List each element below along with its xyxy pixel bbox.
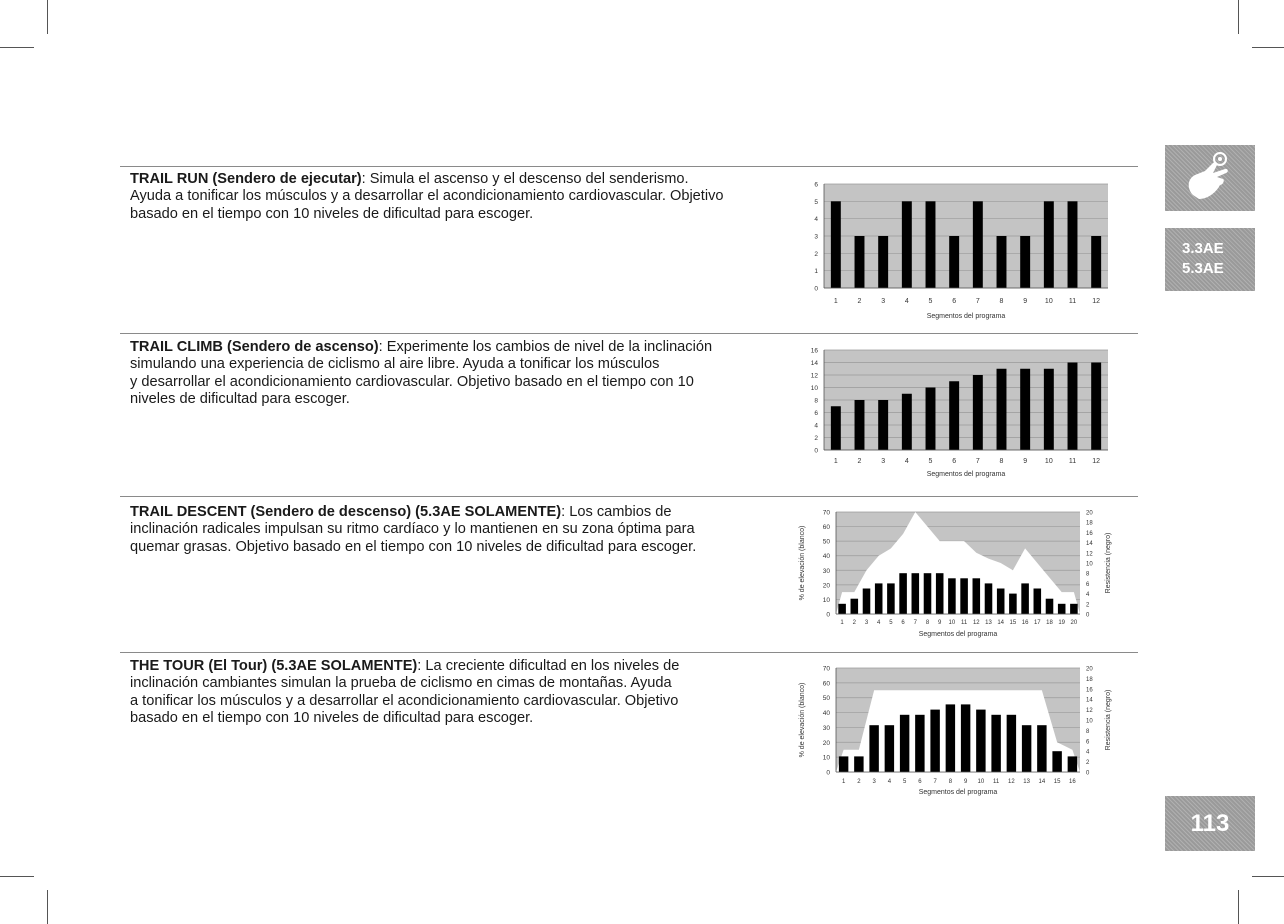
x-tick-label: 7 xyxy=(975,458,980,465)
y-axis-label: % de elevación (blanco) xyxy=(799,682,806,758)
y-tick-label: 2 xyxy=(814,435,818,442)
bar xyxy=(885,725,894,772)
section-divider xyxy=(120,652,1138,653)
program-title: TRAIL DESCENT (Sendero de descenso) (5.3AE SOLAMENTE) xyxy=(130,504,562,520)
x-tick-label: 10 xyxy=(977,779,985,785)
x-tick-label: 5 xyxy=(889,620,893,626)
y2-tick-label: 0 xyxy=(1086,770,1090,777)
bar xyxy=(930,710,939,772)
x-tick-label: 12 xyxy=(1092,458,1101,465)
model-tab xyxy=(1165,228,1255,291)
page-number: 113 xyxy=(1165,796,1255,851)
bar xyxy=(997,589,1005,615)
program-title: TRAIL RUN (Sendero de ejecutar) xyxy=(130,171,362,187)
x-tick-label: 5 xyxy=(928,458,933,465)
bar xyxy=(855,236,865,288)
bar xyxy=(973,375,983,450)
x-tick-label: 7 xyxy=(933,779,937,785)
x-tick-label: 8 xyxy=(925,620,930,626)
bar xyxy=(985,583,993,614)
bar xyxy=(973,578,981,614)
y2-tick-label: 0 xyxy=(1086,612,1090,619)
bar xyxy=(1091,236,1101,288)
bar xyxy=(1068,756,1077,772)
profile-chart xyxy=(800,342,1120,484)
x-tick-label: 3 xyxy=(864,620,869,626)
y-tick-label: 6 xyxy=(814,181,818,189)
x-tick-label: 10 xyxy=(1044,298,1053,305)
x-axis-label: Segmentos del programa xyxy=(918,631,998,638)
bar xyxy=(949,381,959,450)
x-tick-label: 12 xyxy=(1008,779,1015,785)
x-tick-label: 15 xyxy=(1009,620,1017,626)
bar xyxy=(839,756,848,772)
y2-tick-label: 20 xyxy=(1086,666,1093,673)
y-tick-label: 16 xyxy=(810,347,818,355)
y-tick-label: 70 xyxy=(822,509,830,517)
x-tick-label: 2 xyxy=(857,779,861,785)
program-description-trail-run xyxy=(130,171,790,223)
bar xyxy=(926,388,936,451)
x-tick-label: 11 xyxy=(1068,458,1077,465)
bar xyxy=(887,583,895,614)
x-tick-label: 3 xyxy=(881,298,886,305)
bar xyxy=(976,710,985,772)
program-body: : Simula el ascenso y el descenso del senderismo. Ayuda a tonificar los músculos y a desarrollar el acondicionamiento cardiovascular. Objetivo basado en el tiempo con 10 niveles de dificultad para escoger. xyxy=(130,171,724,222)
bar xyxy=(875,583,883,614)
x-tick-label: 7 xyxy=(975,298,980,305)
bar xyxy=(854,756,863,772)
section-divider xyxy=(120,333,1138,334)
bar xyxy=(1068,363,1078,451)
crop-mark xyxy=(1252,876,1284,877)
bar xyxy=(926,201,936,288)
bar xyxy=(1037,725,1046,772)
bar xyxy=(863,589,871,615)
y-tick-label: 4 xyxy=(814,216,818,224)
y-tick-label: 50 xyxy=(822,538,830,546)
chart-trail-climb xyxy=(800,342,1120,484)
touch-hand-icon xyxy=(1165,145,1255,211)
y-tick-label: 10 xyxy=(822,754,830,762)
chart-the-tour xyxy=(790,660,1130,796)
x-tick-label: 18 xyxy=(1046,620,1053,626)
x-tick-label: 4 xyxy=(877,620,881,626)
chart-trail-descent xyxy=(790,504,1130,640)
y2-tick-label: 10 xyxy=(1086,561,1093,568)
bar xyxy=(1020,236,1030,288)
chart-trail-run xyxy=(800,176,1120,326)
bar xyxy=(831,406,841,450)
y2-tick-label: 6 xyxy=(1086,739,1090,746)
bar xyxy=(900,715,909,772)
x-tick-label: 5 xyxy=(928,298,933,305)
section-divider xyxy=(120,166,1138,167)
x-tick-label: 10 xyxy=(1044,458,1053,465)
bar xyxy=(991,715,1000,772)
y2-axis-label: Resistencia (negro) xyxy=(1105,689,1112,751)
y-tick-label: 30 xyxy=(822,724,830,732)
x-tick-label: 11 xyxy=(1068,298,1077,305)
x-tick-label: 14 xyxy=(997,620,1005,626)
program-description-trail-climb xyxy=(130,339,790,409)
x-tick-label: 15 xyxy=(1053,779,1061,785)
x-tick-label: 14 xyxy=(1038,779,1046,785)
x-tick-label: 19 xyxy=(1058,620,1066,626)
program-description-the-tour xyxy=(130,658,790,728)
section-divider xyxy=(120,496,1138,497)
x-tick-label: 6 xyxy=(952,298,957,305)
bar xyxy=(902,394,912,450)
y2-tick-label: 8 xyxy=(1086,571,1090,578)
x-axis-label: Segmentos del programa xyxy=(918,789,998,796)
y2-tick-label: 6 xyxy=(1086,581,1090,588)
x-tick-label: 2 xyxy=(852,620,856,626)
bar xyxy=(960,578,968,614)
y-tick-label: 5 xyxy=(814,198,818,206)
bar xyxy=(1070,604,1078,614)
bar xyxy=(1020,369,1030,450)
y-tick-label: 0 xyxy=(826,769,830,777)
y2-tick-label: 18 xyxy=(1086,676,1093,683)
bar xyxy=(949,236,959,288)
y-tick-label: 0 xyxy=(826,611,830,619)
y2-tick-label: 14 xyxy=(1086,697,1093,704)
bar xyxy=(869,725,878,772)
y-axis-label: % de elevación (blanco) xyxy=(799,525,806,601)
y2-tick-label: 12 xyxy=(1086,551,1093,558)
crop-mark xyxy=(1238,890,1239,924)
y2-tick-label: 10 xyxy=(1086,718,1093,725)
y2-tick-label: 2 xyxy=(1086,760,1090,767)
bar xyxy=(1068,201,1078,288)
x-tick-label: 9 xyxy=(963,779,968,785)
y2-tick-label: 4 xyxy=(1086,592,1090,599)
bar xyxy=(1034,589,1042,615)
bar xyxy=(878,236,888,288)
x-tick-label: 6 xyxy=(918,779,922,785)
y-tick-label: 0 xyxy=(814,447,818,455)
y-tick-label: 60 xyxy=(822,680,830,688)
crop-mark xyxy=(1252,47,1284,48)
y-tick-label: 20 xyxy=(822,582,830,590)
x-tick-label: 1 xyxy=(840,620,844,626)
x-tick-label: 16 xyxy=(1069,779,1076,785)
y-tick-label: 12 xyxy=(810,372,818,380)
program-title: TRAIL CLIMB (Sendero de ascenso) xyxy=(130,339,379,355)
program-description-trail-descent xyxy=(130,504,790,556)
program-body: : Experimente los cambios de nivel de la inclinación simulando una experiencia de ciclismo al aire libre. Ayuda a tonificar los músculos y desarrollar el acondicionamiento cardiovascular. Objetivo basado en el tiempo con 10 niveles de dificultad para escoger. xyxy=(130,339,713,408)
x-tick-label: 20 xyxy=(1070,620,1078,626)
program-body: : Los cambios de inclinación radicales impulsan su ritmo cardíaco y lo mantienen en su zona óptima para quemar grasas. Objetivo basado en el tiempo con 10 niveles de dificultad para escoger. xyxy=(130,504,697,555)
crop-mark xyxy=(1238,0,1239,34)
x-tick-label: 3 xyxy=(881,458,886,465)
y-tick-label: 0 xyxy=(814,285,818,293)
x-tick-label: 10 xyxy=(948,620,956,626)
y-tick-label: 40 xyxy=(822,553,830,561)
x-tick-label: 4 xyxy=(904,298,909,305)
y-tick-label: 4 xyxy=(814,422,818,430)
x-tick-label: 6 xyxy=(952,458,957,465)
bar xyxy=(851,599,859,614)
y2-tick-label: 16 xyxy=(1086,687,1093,694)
y-tick-label: 14 xyxy=(810,360,818,367)
x-axis-label: Segmentos del programa xyxy=(926,313,1006,320)
x-tick-label: 13 xyxy=(985,620,992,626)
bar xyxy=(899,573,907,614)
x-tick-label: 13 xyxy=(1023,779,1030,785)
model-label: 5.3AE xyxy=(1182,260,1224,277)
bar xyxy=(1046,599,1054,614)
bar xyxy=(912,573,920,614)
bar xyxy=(855,400,865,450)
x-tick-label: 2 xyxy=(857,298,862,305)
y2-tick-label: 2 xyxy=(1086,602,1090,609)
y-tick-label: 40 xyxy=(822,710,830,718)
bar xyxy=(838,604,846,614)
bar xyxy=(1091,363,1101,451)
x-tick-label: 9 xyxy=(1023,458,1028,465)
x-tick-label: 11 xyxy=(960,620,968,626)
x-tick-label: 8 xyxy=(948,779,953,785)
bar xyxy=(948,578,956,614)
crop-mark xyxy=(47,890,48,924)
crop-mark xyxy=(0,47,34,48)
bar xyxy=(1052,751,1061,772)
x-tick-label: 1 xyxy=(841,779,846,785)
bar xyxy=(973,201,983,288)
y2-tick-label: 18 xyxy=(1086,520,1093,527)
y-tick-label: 10 xyxy=(810,385,818,392)
x-tick-label: 8 xyxy=(999,298,1004,305)
y-tick-label: 3 xyxy=(814,233,818,241)
y-tick-label: 20 xyxy=(822,739,830,747)
y2-tick-label: 12 xyxy=(1086,708,1093,715)
bar xyxy=(946,704,955,772)
x-tick-label: 9 xyxy=(938,620,942,626)
program-title: THE TOUR (El Tour) (5.3AE SOLAMENTE) xyxy=(130,658,418,674)
bar xyxy=(997,236,1007,288)
y2-tick-label: 14 xyxy=(1086,541,1093,548)
y2-tick-label: 16 xyxy=(1086,530,1093,537)
crop-mark xyxy=(47,0,48,34)
bar xyxy=(1007,715,1016,772)
bar xyxy=(1044,201,1054,288)
x-tick-label: 5 xyxy=(902,779,907,785)
y-tick-label: 60 xyxy=(822,524,830,532)
y2-axis-label: Resistencia (negro) xyxy=(1105,532,1112,594)
y-tick-label: 8 xyxy=(814,397,818,405)
y-tick-label: 6 xyxy=(814,410,818,417)
x-tick-label: 8 xyxy=(999,458,1004,465)
profile-chart xyxy=(790,504,1130,640)
bar xyxy=(924,573,932,614)
program-body: : La creciente dificultad en los niveles de inclinación cambiantes simulan la prueba de ciclismo en cimas de montañas. Ayuda a tonificar los músculos y a desarrollar el acondicionamiento cardiovascular. Objetivo basado en el tiempo con 10 niveles de dificultad para escoger. xyxy=(130,658,680,727)
x-axis-label: Segmentos del programa xyxy=(926,471,1006,478)
y-tick-label: 10 xyxy=(822,596,830,604)
bar xyxy=(961,704,970,772)
x-tick-label: 2 xyxy=(857,458,862,465)
y-tick-label: 1 xyxy=(814,268,818,276)
y-tick-label: 50 xyxy=(822,695,830,703)
crop-mark xyxy=(0,876,34,877)
y2-tick-label: 20 xyxy=(1086,510,1093,517)
profile-chart xyxy=(790,660,1130,796)
bar xyxy=(1021,583,1029,614)
y-tick-label: 70 xyxy=(822,665,830,673)
x-tick-label: 4 xyxy=(887,779,892,785)
x-tick-label: 1 xyxy=(833,298,838,305)
bar xyxy=(997,369,1007,450)
bar xyxy=(1044,369,1054,450)
y-tick-label: 30 xyxy=(822,567,830,575)
x-tick-label: 12 xyxy=(1092,298,1101,305)
x-tick-label: 4 xyxy=(904,458,909,465)
x-tick-label: 1 xyxy=(833,458,838,465)
bar xyxy=(1022,725,1031,772)
y-tick-label: 2 xyxy=(814,250,818,258)
bar xyxy=(902,201,912,288)
x-tick-label: 6 xyxy=(901,620,905,626)
y2-tick-label: 4 xyxy=(1086,749,1090,756)
x-tick-label: 11 xyxy=(993,779,1000,785)
bar xyxy=(878,400,888,450)
x-tick-label: 17 xyxy=(1033,620,1041,626)
x-tick-label: 9 xyxy=(1023,298,1028,305)
y2-tick-label: 8 xyxy=(1086,728,1090,735)
profile-chart xyxy=(800,176,1120,326)
bar xyxy=(831,201,841,288)
x-tick-label: 12 xyxy=(972,620,980,626)
bar xyxy=(1009,594,1017,614)
bar xyxy=(1058,604,1066,614)
x-tick-label: 16 xyxy=(1021,620,1029,626)
x-tick-label: 7 xyxy=(913,620,917,626)
bar xyxy=(936,573,944,614)
bar xyxy=(915,715,924,772)
model-label: 3.3AE xyxy=(1182,240,1224,257)
x-tick-label: 3 xyxy=(872,779,876,785)
